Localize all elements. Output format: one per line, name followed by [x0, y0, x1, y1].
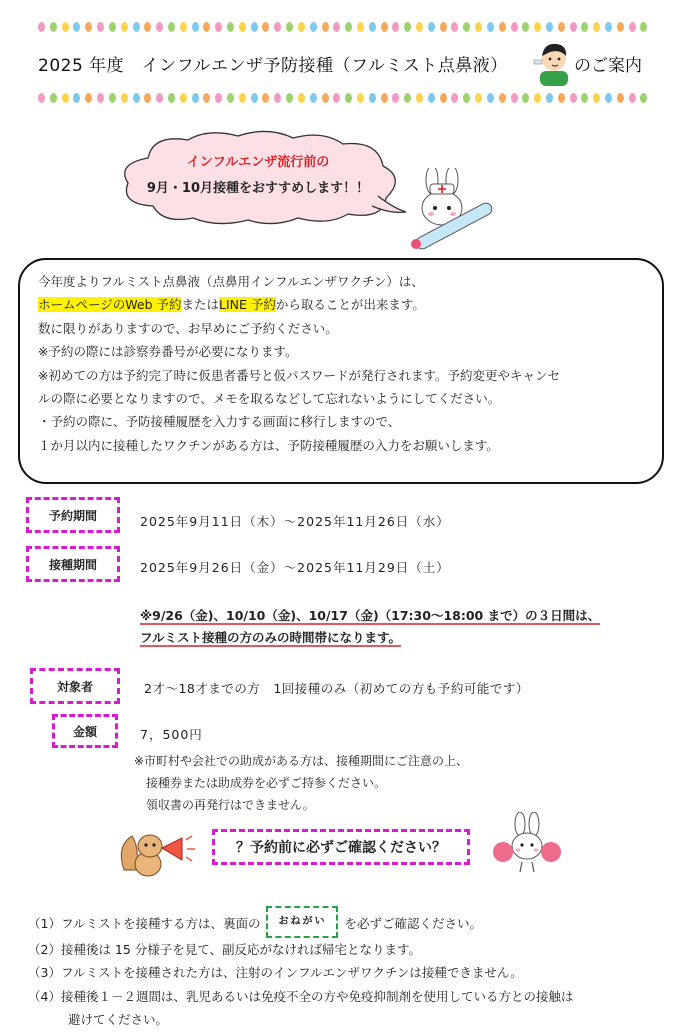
decorative-dot — [333, 93, 340, 103]
list-item — [28, 906, 573, 938]
vaccination-period-label: 接種期間 — [26, 546, 120, 582]
decorative-dot — [251, 93, 258, 103]
decorative-dot — [499, 22, 506, 32]
special-hours-line-2: フルミスト接種の方のみの時間帯になります。 — [140, 630, 402, 645]
fee-label: 金額 — [52, 714, 118, 748]
decorative-dot — [97, 93, 104, 103]
decorative-dot — [546, 22, 553, 32]
decorative-dot — [428, 22, 435, 32]
decorative-dot — [298, 22, 305, 32]
decorative-dot — [180, 93, 187, 103]
info-line: ルの際に必要となりますので、メモを取るなどして忘れないようにしてください。 — [38, 391, 501, 407]
decorative-dot — [192, 93, 199, 103]
target-value: 2才～18才までの方 1回接種のみ（初めての方も予約可能です） — [144, 681, 529, 696]
page-title-suffix: のご案内 — [574, 56, 642, 76]
caution-list — [28, 906, 573, 1032]
list-item: （2）接種後は 15 分様子を見て、副反応がなければ帰宅となります。 — [28, 941, 422, 957]
decorative-dot — [357, 22, 364, 32]
decorative-dot — [522, 22, 529, 32]
decorative-dot — [475, 22, 482, 32]
decorative-dot — [428, 93, 435, 103]
decorative-dot — [593, 93, 600, 103]
decorative-dot — [227, 93, 234, 103]
decorative-dot — [381, 93, 388, 103]
decorative-dot — [381, 22, 388, 32]
decorative-dot — [121, 22, 128, 32]
decorative-dot — [640, 93, 647, 103]
info-line: ・予約の際に、予防接種履歴を入力する画面に移行しますので、 — [38, 414, 401, 430]
info-line: ※初めての方は予約完了時に仮患者番号と仮パスワードが発行されます。予約変更やキャンセ — [38, 367, 560, 383]
decorative-dot — [487, 22, 494, 32]
bunny-nurse-illustration — [402, 168, 498, 254]
decorative-dot — [416, 22, 423, 32]
decorative-dot — [50, 22, 57, 32]
decorative-dot — [262, 93, 269, 103]
decorative-dot — [369, 93, 376, 103]
decorative-dot — [581, 93, 588, 103]
decorative-dot — [558, 93, 565, 103]
decorative-dot — [322, 22, 329, 32]
decorative-dot — [617, 22, 624, 32]
decorative-dot — [121, 93, 128, 103]
decorative-dot — [629, 22, 636, 32]
decorative-dot — [333, 22, 340, 32]
decorative-dot — [73, 22, 80, 32]
decorative-dot — [617, 93, 624, 103]
decorative-dot — [404, 22, 411, 32]
decorative-dot — [322, 93, 329, 103]
decorative-dot — [286, 22, 293, 32]
decorative-dot — [109, 22, 116, 32]
line-reservation-highlight: LINE 予約 — [219, 297, 276, 313]
boy-nasal-spray-illustration — [530, 38, 574, 86]
decorative-dot — [451, 22, 458, 32]
decorative-dot — [570, 22, 577, 32]
list-item: （4）接種後１－２週間は、乳児あるいは免疫不全の方や免疫抑制剤を使用している方との接触は — [28, 988, 574, 1004]
decorative-dot — [133, 93, 140, 103]
decorative-dot — [192, 22, 199, 32]
decorative-dot — [239, 22, 246, 32]
decorative-dot — [180, 22, 187, 32]
decorative-dot — [144, 93, 151, 103]
decorative-dot — [487, 93, 494, 103]
decorative-dot — [640, 22, 647, 32]
bubble-line-2: 9月・10月接種をおすすめします！！ — [146, 181, 370, 196]
decorative-dot — [475, 93, 482, 103]
bubble-message — [130, 150, 386, 202]
decorative-dot — [144, 22, 151, 32]
decorative-dot — [345, 22, 352, 32]
decorative-dot — [463, 22, 470, 32]
decorative-dot — [404, 93, 411, 103]
decorative-dot — [168, 22, 175, 32]
fee-note: 接種券または助成券を必ずご持参ください。 — [146, 776, 387, 790]
decorative-dot — [50, 93, 57, 103]
top-dot-border — [38, 21, 648, 33]
decorative-dot — [511, 93, 518, 103]
page-title: 2025 年度 インフルエンザ予防接種（フルミスト点鼻液） — [38, 56, 508, 76]
decorative-dot — [62, 93, 69, 103]
decorative-dot — [440, 93, 447, 103]
info-line — [38, 293, 658, 316]
bunny-cheer-illustration — [492, 812, 562, 876]
onegai-badge: おねがい — [266, 906, 338, 938]
decorative-dot — [274, 22, 281, 32]
decorative-dot — [440, 22, 447, 32]
special-hours-note — [140, 605, 600, 649]
decorative-dot — [298, 93, 305, 103]
decorative-dot — [546, 93, 553, 103]
decorative-dot — [392, 22, 399, 32]
decorative-dot — [605, 22, 612, 32]
vaccination-period-value: 2025年9月26日（金）～2025年11月29日（土） — [140, 560, 450, 575]
fee-notes — [134, 750, 468, 816]
decorative-dot — [168, 93, 175, 103]
target-label: 対象者 — [30, 668, 120, 704]
list-item-text: を必ずご確認ください。 — [344, 916, 482, 931]
decorative-dot — [85, 93, 92, 103]
info-line: ※予約の際には診察券番号が必要になります。 — [38, 344, 298, 360]
decorative-dot — [227, 22, 234, 32]
list-item: 避けてください。 — [68, 1012, 169, 1027]
decorative-dot — [310, 93, 317, 103]
decorative-dot — [203, 22, 210, 32]
decorative-dot — [38, 93, 45, 103]
decorative-dot — [593, 22, 600, 32]
decorative-dot — [97, 22, 104, 32]
info-line-end: から取ることが出来ます。 — [275, 297, 425, 313]
decorative-dot — [345, 93, 352, 103]
decorative-dot — [534, 22, 541, 32]
decorative-dot — [522, 93, 529, 103]
fee-note: ※市町村や会社での助成がある方は、接種期間にご注意の上、 — [134, 754, 469, 768]
confirm-banner: ？予約前に必ずご確認ください？ — [212, 829, 470, 865]
decorative-dot — [73, 93, 80, 103]
decorative-dot — [605, 93, 612, 103]
bottom-dot-border — [38, 92, 648, 104]
list-item-text: （1）フルミストを接種する方は、裏面の — [28, 916, 261, 931]
decorative-dot — [581, 22, 588, 32]
reservation-info-text — [38, 270, 658, 457]
decorative-dot — [357, 93, 364, 103]
decorative-dot — [274, 93, 281, 103]
info-line: １か月以内に接種したワクチンがある方は、予防接種履歴の入力をお願いします。 — [38, 437, 499, 453]
decorative-dot — [392, 93, 399, 103]
decorative-dot — [570, 93, 577, 103]
web-reservation-highlight: ホームページのWeb 予約 — [38, 297, 182, 313]
decorative-dot — [203, 93, 210, 103]
fee-note: 領収書の再発行はできません。 — [146, 798, 315, 812]
reserve-period-value: 2025年9月11日（木）～2025年11月26日（水） — [140, 514, 450, 529]
decorative-dot — [262, 22, 269, 32]
decorative-dot — [511, 22, 518, 32]
decorative-dot — [558, 22, 565, 32]
decorative-dot — [133, 22, 140, 32]
decorative-dot — [109, 93, 116, 103]
decorative-dot — [215, 22, 222, 32]
decorative-dot — [38, 22, 45, 32]
info-line: 今年度よりフルミスト点鼻液（点鼻用インフルエンザワクチン）は、 — [38, 274, 424, 289]
decorative-dot — [251, 22, 258, 32]
decorative-dot — [156, 22, 163, 32]
decorative-dot — [62, 22, 69, 32]
decorative-dot — [451, 93, 458, 103]
reserve-period-label: 予約期間 — [26, 497, 120, 533]
info-connector: または — [181, 297, 219, 313]
decorative-dot — [239, 93, 246, 103]
decorative-dot — [286, 93, 293, 103]
decorative-dot — [85, 22, 92, 32]
decorative-dot — [629, 93, 636, 103]
decorative-dot — [215, 93, 222, 103]
special-hours-line-1: ※9/26（金)、10/10（金)、10/17（金)（17:30～18:00 まで）の３日間は、 — [140, 608, 601, 623]
decorative-dot — [463, 93, 470, 103]
list-item: （3）フルミストを接種された方は、注射のインフルエンザワクチンは接種できません。 — [28, 965, 523, 980]
info-line: 数に限りがありますので、お早めにご予約ください。 — [38, 320, 338, 336]
decorative-dot — [369, 22, 376, 32]
decorative-dot — [156, 93, 163, 103]
bubble-line-1: インフルエンザ流行前の — [186, 155, 330, 170]
fee-value: 7，500円 — [140, 727, 203, 742]
decorative-dot — [416, 93, 423, 103]
decorative-dot — [534, 93, 541, 103]
decorative-dot — [310, 22, 317, 32]
decorative-dot — [499, 93, 506, 103]
squirrel-megaphone-illustration — [118, 826, 198, 880]
